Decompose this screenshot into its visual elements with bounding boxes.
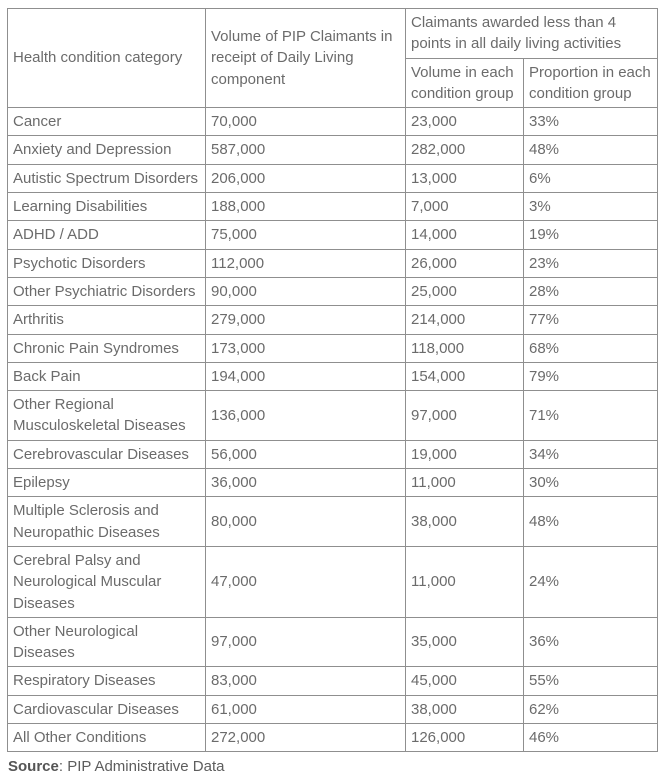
cell-volume: 75,000 <box>206 221 406 249</box>
cell-proportion: 62% <box>524 695 658 723</box>
cell-volume: 97,000 <box>206 617 406 667</box>
source-note <box>8 757 657 777</box>
cell-awarded_volume: 11,000 <box>406 469 524 497</box>
cell-category: ADHD / ADD <box>8 221 206 249</box>
source-label: Source <box>8 758 59 776</box>
cell-category: Psychotic Disorders <box>8 249 206 277</box>
cell-proportion: 48% <box>524 497 658 547</box>
header-awarded-less-than-4-points-group: Claimants awarded less than 4 points in all daily living activities <box>406 9 658 59</box>
pip-claimants-table <box>7 8 658 752</box>
cell-proportion: 19% <box>524 221 658 249</box>
table-row <box>8 249 658 277</box>
source-text: : PIP Administrative Data <box>58 758 225 776</box>
cell-category: Cardiovascular Diseases <box>8 695 206 723</box>
header-proportion-in-condition-group: Proportion in each condition group <box>524 58 658 108</box>
cell-volume: 61,000 <box>206 695 406 723</box>
cell-category: Chronic Pain Syndromes <box>8 334 206 362</box>
cell-awarded_volume: 19,000 <box>406 440 524 468</box>
cell-volume: 173,000 <box>206 334 406 362</box>
cell-volume: 279,000 <box>206 306 406 334</box>
cell-proportion: 55% <box>524 667 658 695</box>
cell-category: Arthritis <box>8 306 206 334</box>
cell-proportion: 46% <box>524 724 658 752</box>
cell-volume: 194,000 <box>206 362 406 390</box>
cell-awarded_volume: 45,000 <box>406 667 524 695</box>
cell-volume: 80,000 <box>206 497 406 547</box>
table-row <box>8 277 658 305</box>
header-health-condition-category: Health condition category <box>8 9 206 108</box>
header-volume-pip-claimants: Volume of PIP Claimants in receipt of Daily Living component <box>206 9 406 108</box>
table-body <box>8 108 658 752</box>
cell-proportion: 24% <box>524 546 658 617</box>
table-row <box>8 617 658 667</box>
cell-volume: 136,000 <box>206 391 406 441</box>
cell-category: Autistic Spectrum Disorders <box>8 164 206 192</box>
table-row <box>8 108 658 136</box>
table-row <box>8 695 658 723</box>
cell-awarded_volume: 214,000 <box>406 306 524 334</box>
cell-awarded_volume: 25,000 <box>406 277 524 305</box>
cell-proportion: 79% <box>524 362 658 390</box>
cell-proportion: 36% <box>524 617 658 667</box>
cell-awarded_volume: 282,000 <box>406 136 524 164</box>
cell-volume: 36,000 <box>206 469 406 497</box>
cell-category: Other Regional Musculoskeletal Diseases <box>8 391 206 441</box>
table-header <box>8 9 658 108</box>
cell-volume: 83,000 <box>206 667 406 695</box>
header-volume-in-condition-group: Volume in each condition group <box>406 58 524 108</box>
cell-awarded_volume: 13,000 <box>406 164 524 192</box>
cell-category: Other Neurological Diseases <box>8 617 206 667</box>
table-row <box>8 546 658 617</box>
cell-proportion: 77% <box>524 306 658 334</box>
cell-awarded_volume: 14,000 <box>406 221 524 249</box>
cell-volume: 90,000 <box>206 277 406 305</box>
table-row <box>8 469 658 497</box>
cell-awarded_volume: 7,000 <box>406 193 524 221</box>
cell-awarded_volume: 35,000 <box>406 617 524 667</box>
cell-awarded_volume: 23,000 <box>406 108 524 136</box>
cell-volume: 272,000 <box>206 724 406 752</box>
table-row <box>8 306 658 334</box>
table-row <box>8 440 658 468</box>
cell-volume: 56,000 <box>206 440 406 468</box>
table-row <box>8 136 658 164</box>
cell-awarded_volume: 97,000 <box>406 391 524 441</box>
cell-awarded_volume: 38,000 <box>406 695 524 723</box>
cell-category: Multiple Sclerosis and Neuropathic Diseases <box>8 497 206 547</box>
table-row <box>8 221 658 249</box>
cell-category: All Other Conditions <box>8 724 206 752</box>
cell-awarded_volume: 126,000 <box>406 724 524 752</box>
cell-proportion: 6% <box>524 164 658 192</box>
cell-volume: 188,000 <box>206 193 406 221</box>
cell-volume: 47,000 <box>206 546 406 617</box>
table-row <box>8 724 658 752</box>
table-row <box>8 164 658 192</box>
cell-category: Epilepsy <box>8 469 206 497</box>
cell-category: Cancer <box>8 108 206 136</box>
cell-awarded_volume: 154,000 <box>406 362 524 390</box>
cell-awarded_volume: 11,000 <box>406 546 524 617</box>
cell-proportion: 28% <box>524 277 658 305</box>
cell-awarded_volume: 118,000 <box>406 334 524 362</box>
table-row <box>8 334 658 362</box>
cell-volume: 206,000 <box>206 164 406 192</box>
cell-category: Back Pain <box>8 362 206 390</box>
cell-proportion: 30% <box>524 469 658 497</box>
cell-proportion: 3% <box>524 193 658 221</box>
cell-proportion: 71% <box>524 391 658 441</box>
cell-category: Anxiety and Depression <box>8 136 206 164</box>
cell-awarded_volume: 38,000 <box>406 497 524 547</box>
table-row <box>8 193 658 221</box>
table-row <box>8 362 658 390</box>
table-row <box>8 391 658 441</box>
cell-awarded_volume: 26,000 <box>406 249 524 277</box>
table-row <box>8 667 658 695</box>
cell-volume: 70,000 <box>206 108 406 136</box>
cell-volume: 587,000 <box>206 136 406 164</box>
cell-category: Learning Disabilities <box>8 193 206 221</box>
cell-proportion: 23% <box>524 249 658 277</box>
cell-category: Cerebrovascular Diseases <box>8 440 206 468</box>
cell-proportion: 34% <box>524 440 658 468</box>
cell-proportion: 33% <box>524 108 658 136</box>
cell-category: Other Psychiatric Disorders <box>8 277 206 305</box>
header-row-1 <box>8 9 658 59</box>
cell-category: Respiratory Diseases <box>8 667 206 695</box>
cell-proportion: 68% <box>524 334 658 362</box>
cell-proportion: 48% <box>524 136 658 164</box>
cell-volume: 112,000 <box>206 249 406 277</box>
table-row <box>8 497 658 547</box>
cell-category: Cerebral Palsy and Neurological Muscular Diseases <box>8 546 206 617</box>
